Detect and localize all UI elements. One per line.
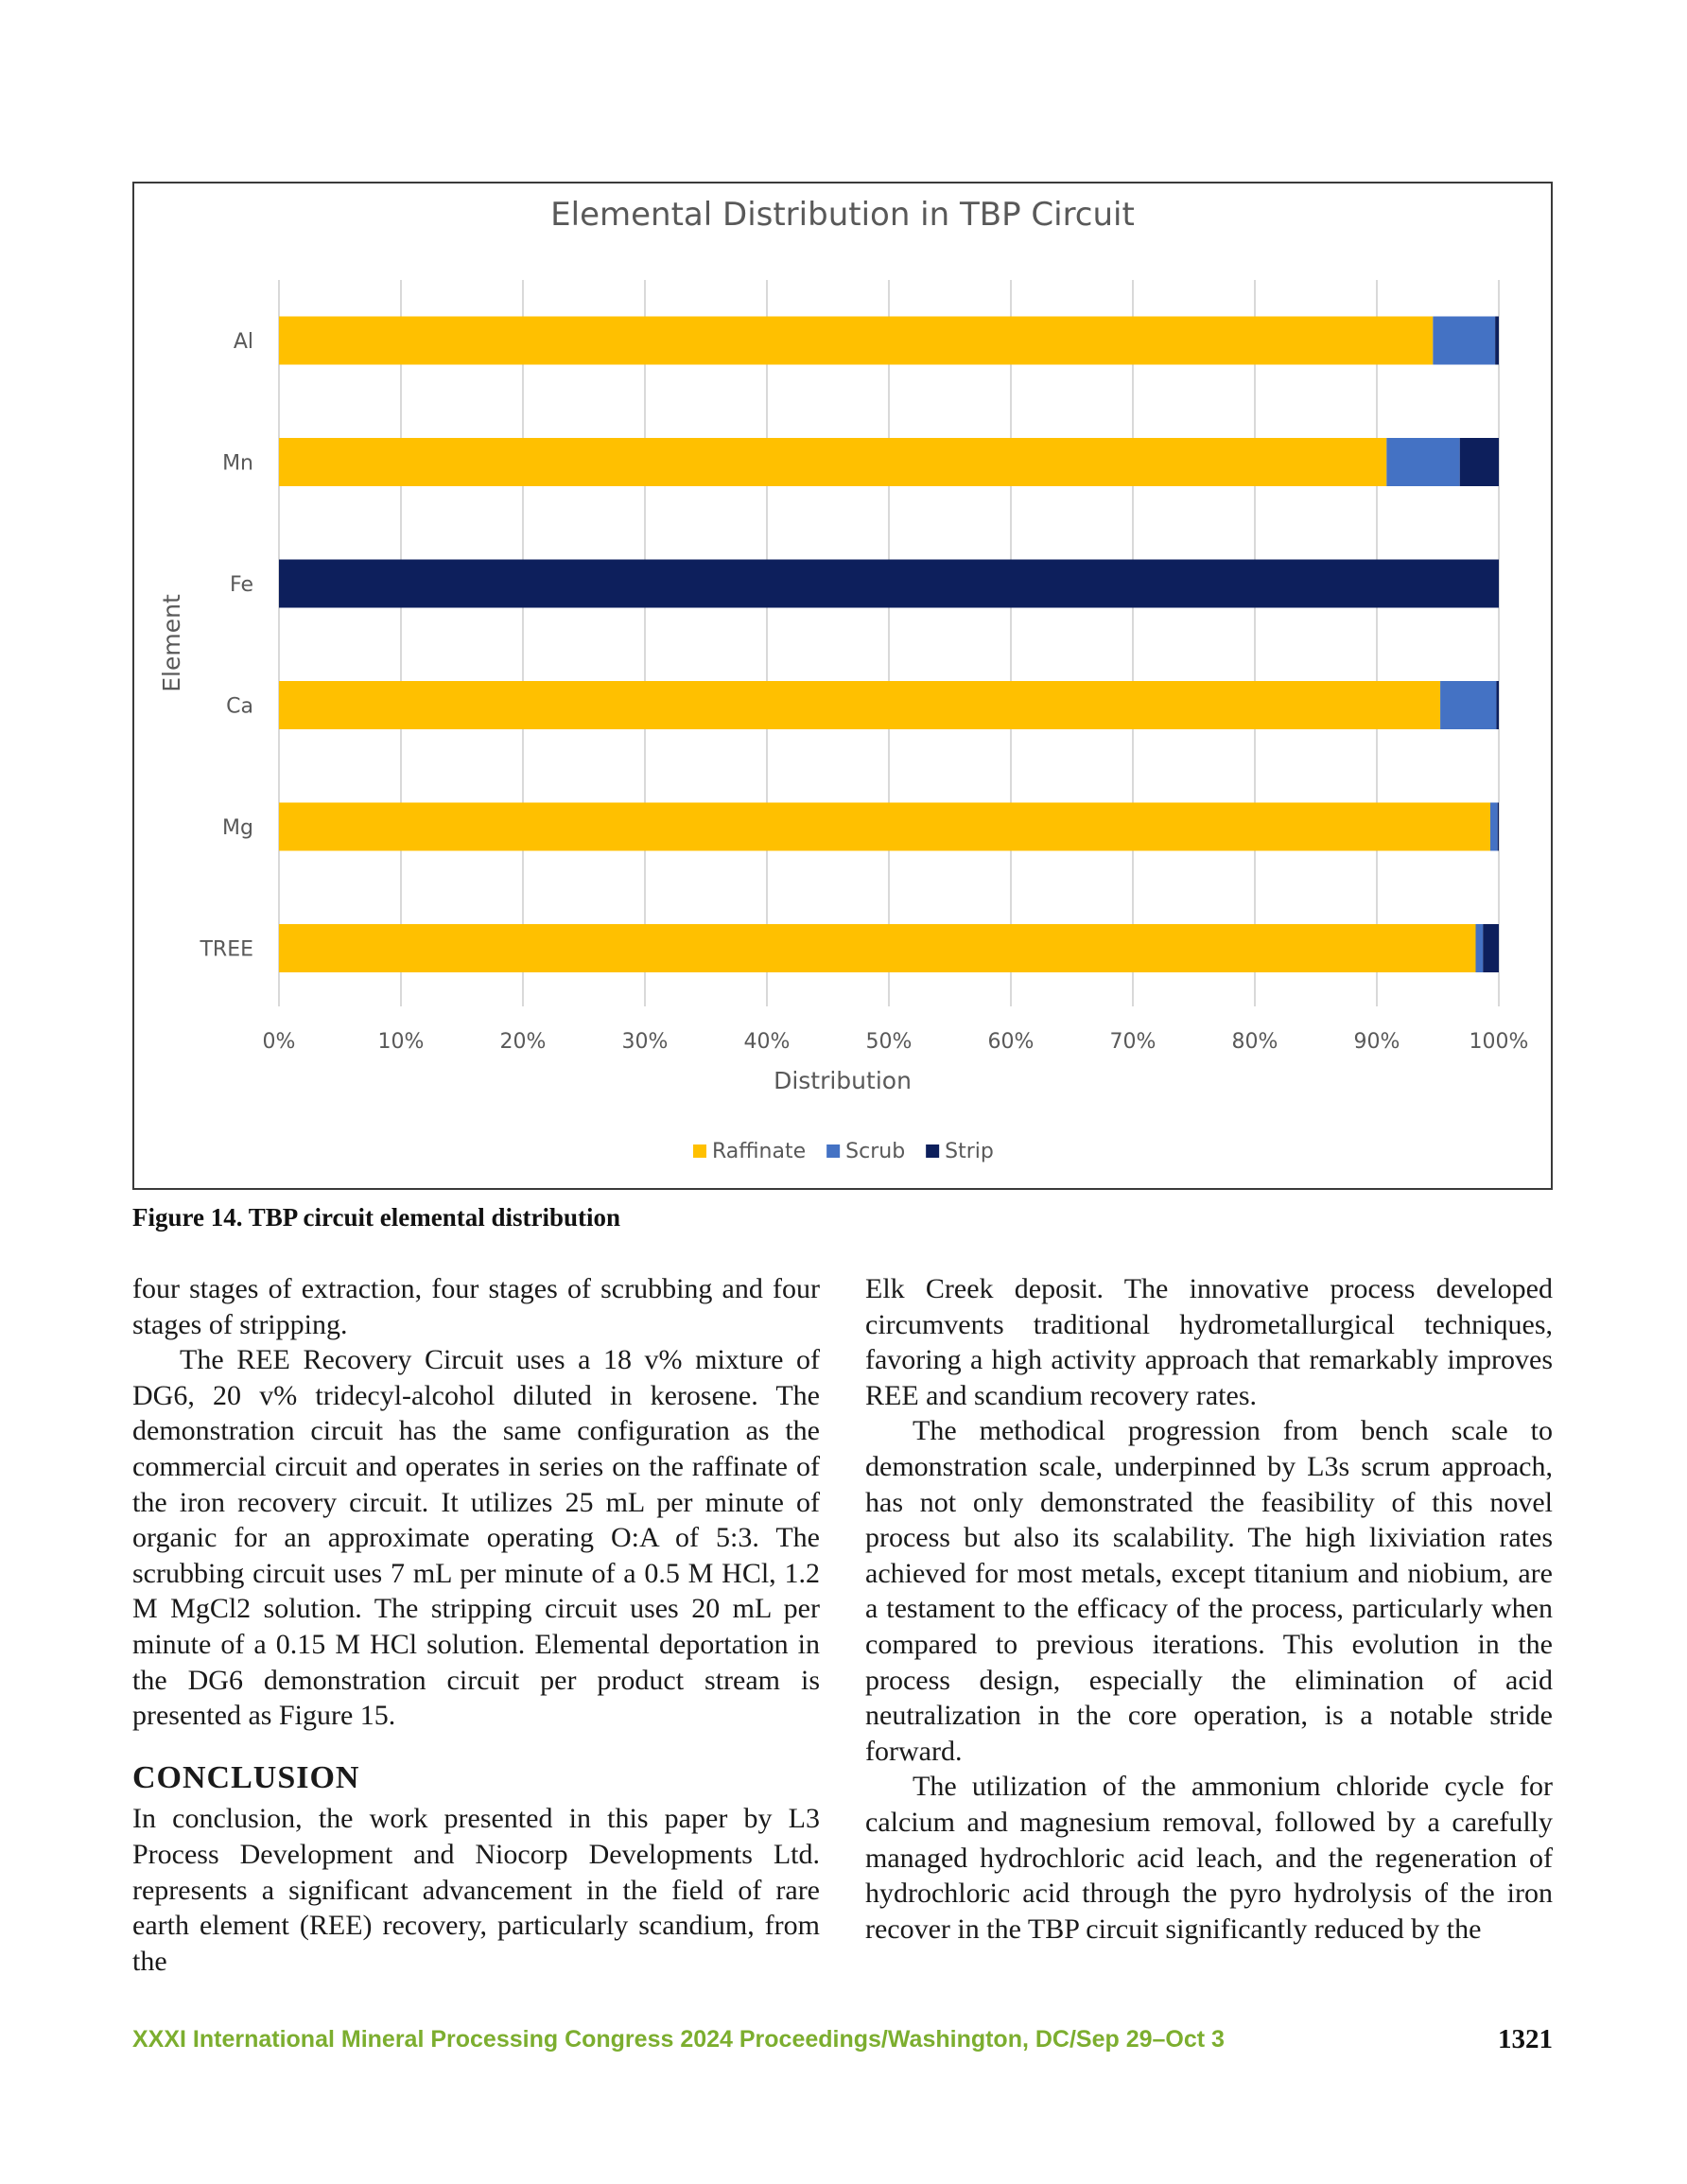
chart-title: Elemental Distribution in TBP Circuit — [550, 196, 1135, 234]
y-category-label: Ca — [226, 694, 253, 719]
x-tick-label: 90% — [1353, 1030, 1400, 1054]
y-category-label: Mn — [222, 451, 253, 476]
right-paragraph-3: The utilization of the ammonium chloride cycle for calcium and magnesium removal, followed by a carefully managed hydrochloric acid leach, and the regeneration of hydrochloric acid through the pyro hydrolysis of the iron recover in the TBP circuit significantly reduced by the — [865, 1771, 1553, 1945]
x-tick-label: 60% — [987, 1030, 1035, 1054]
y-category-label: Mg — [222, 816, 253, 840]
x-tick-label: 100% — [1469, 1030, 1529, 1054]
bar-segment-strip — [1498, 803, 1499, 851]
bar-segment-raffinate — [279, 681, 1440, 729]
y-category-label: Fe — [230, 573, 253, 597]
left-paragraph-2: The REE Recovery Circuit uses a 18 v% mixture of DG6, 20 v% tridecyl-alcohol diluted in kerosene. The demonstration circuit has the same configuration as the commercial circuit and operates in series on the raffinate of the iron recovery circuit. It utilizes 25 mL per minute of organic for an approximate operating O:A of 5:3. The scrubbing circuit uses 7 mL per minute of a 0.5 M HCl, 1.2 M MgCl2 solution. The stripping circuit uses 20 mL per minute of a 0.15 M HCl solution. Elemental deportation in the DG6 demonstration circuit per product stream is presented as Figure 15. — [132, 1344, 820, 1732]
y-category-label: Al — [233, 330, 253, 354]
section-heading-conclusion: CONCLUSION — [132, 1759, 360, 1795]
left-column — [132, 1271, 820, 1979]
bar-segment-raffinate — [279, 317, 1433, 365]
bar-segment-scrub — [1475, 924, 1483, 972]
page-number: 1321 — [1498, 2024, 1553, 2054]
x-tick-label: 10% — [377, 1030, 425, 1054]
bar-segment-scrub — [1433, 317, 1495, 365]
left-paragraph-3: In conclusion, the work presented in this paper by L3 Process Development and Niocorp Developments Ltd. represents a significant advancement in the field of rare earth element (REE) recovery, particularly scandium, from the — [132, 1803, 820, 1977]
left-paragraph-1: four stages of extraction, four stages of scrubbing and four stages of stripping. — [132, 1273, 820, 1340]
stacked-bar-chart — [134, 183, 1551, 1188]
figure-chart-frame — [132, 182, 1553, 1190]
footer-proceedings-text: XXXI International Mineral Processing Congress 2024 Proceedings/Washington, DC/Sep 29–Oct 3 — [132, 2026, 1225, 2053]
x-axis-label: Distribution — [774, 1067, 912, 1094]
y-axis-label: Element — [158, 594, 185, 692]
bar-segment-scrub — [1490, 803, 1498, 851]
x-tick-label: 70% — [1109, 1030, 1157, 1054]
x-tick-label: 40% — [743, 1030, 791, 1054]
bar-segment-raffinate — [279, 438, 1386, 486]
bar-segment-strip — [1496, 681, 1499, 729]
legend-label-raffinate: Raffinate — [712, 1140, 807, 1163]
x-tick-label: 80% — [1231, 1030, 1278, 1054]
bar-segment-raffinate — [279, 924, 1475, 972]
legend-swatch-strip — [926, 1144, 939, 1158]
bar-segment-strip — [279, 560, 1499, 608]
bar-segment-scrub — [1440, 681, 1496, 729]
page-footer — [132, 2026, 1553, 2064]
legend-label-strip: Strip — [945, 1140, 994, 1163]
x-tick-label: 0% — [262, 1030, 296, 1054]
y-category-label: TREE — [200, 937, 253, 962]
bar-segment-strip — [1460, 438, 1499, 486]
bar-segment-strip — [1483, 924, 1499, 972]
legend-label-scrub: Scrub — [845, 1140, 906, 1163]
bar-segment-scrub — [1386, 438, 1459, 486]
right-paragraph-1: Elk Creek deposit. The innovative process developed circumvents traditional hydrometallurgical techniques, favoring a high activity approach that remarkably improves REE and scandium recovery rates. — [865, 1273, 1553, 1411]
x-tick-label: 50% — [865, 1030, 913, 1054]
x-tick-label: 30% — [621, 1030, 669, 1054]
right-paragraph-2: The methodical progression from bench scale to demonstration scale, underpinned by L3s scrum approach, has not only demonstrated the feasibility of this novel process but also its scalability. The high lixiviation rates achieved for most metals, except titanium and niobium, are a testament to the efficacy of the process, particularly when compared to previous iterations. This evolution in the process design, especially the elimination of acid neutralization in the core operation, is a notable stride forward. — [865, 1415, 1553, 1767]
figure-caption: Figure 14. TBP circuit elemental distribution — [132, 1203, 620, 1232]
legend-swatch-scrub — [826, 1144, 840, 1158]
bar-segment-strip — [1495, 317, 1499, 365]
x-tick-label: 20% — [499, 1030, 547, 1054]
bar-segment-raffinate — [279, 803, 1490, 851]
legend-swatch-raffinate — [693, 1144, 706, 1158]
right-column — [865, 1271, 1553, 1947]
